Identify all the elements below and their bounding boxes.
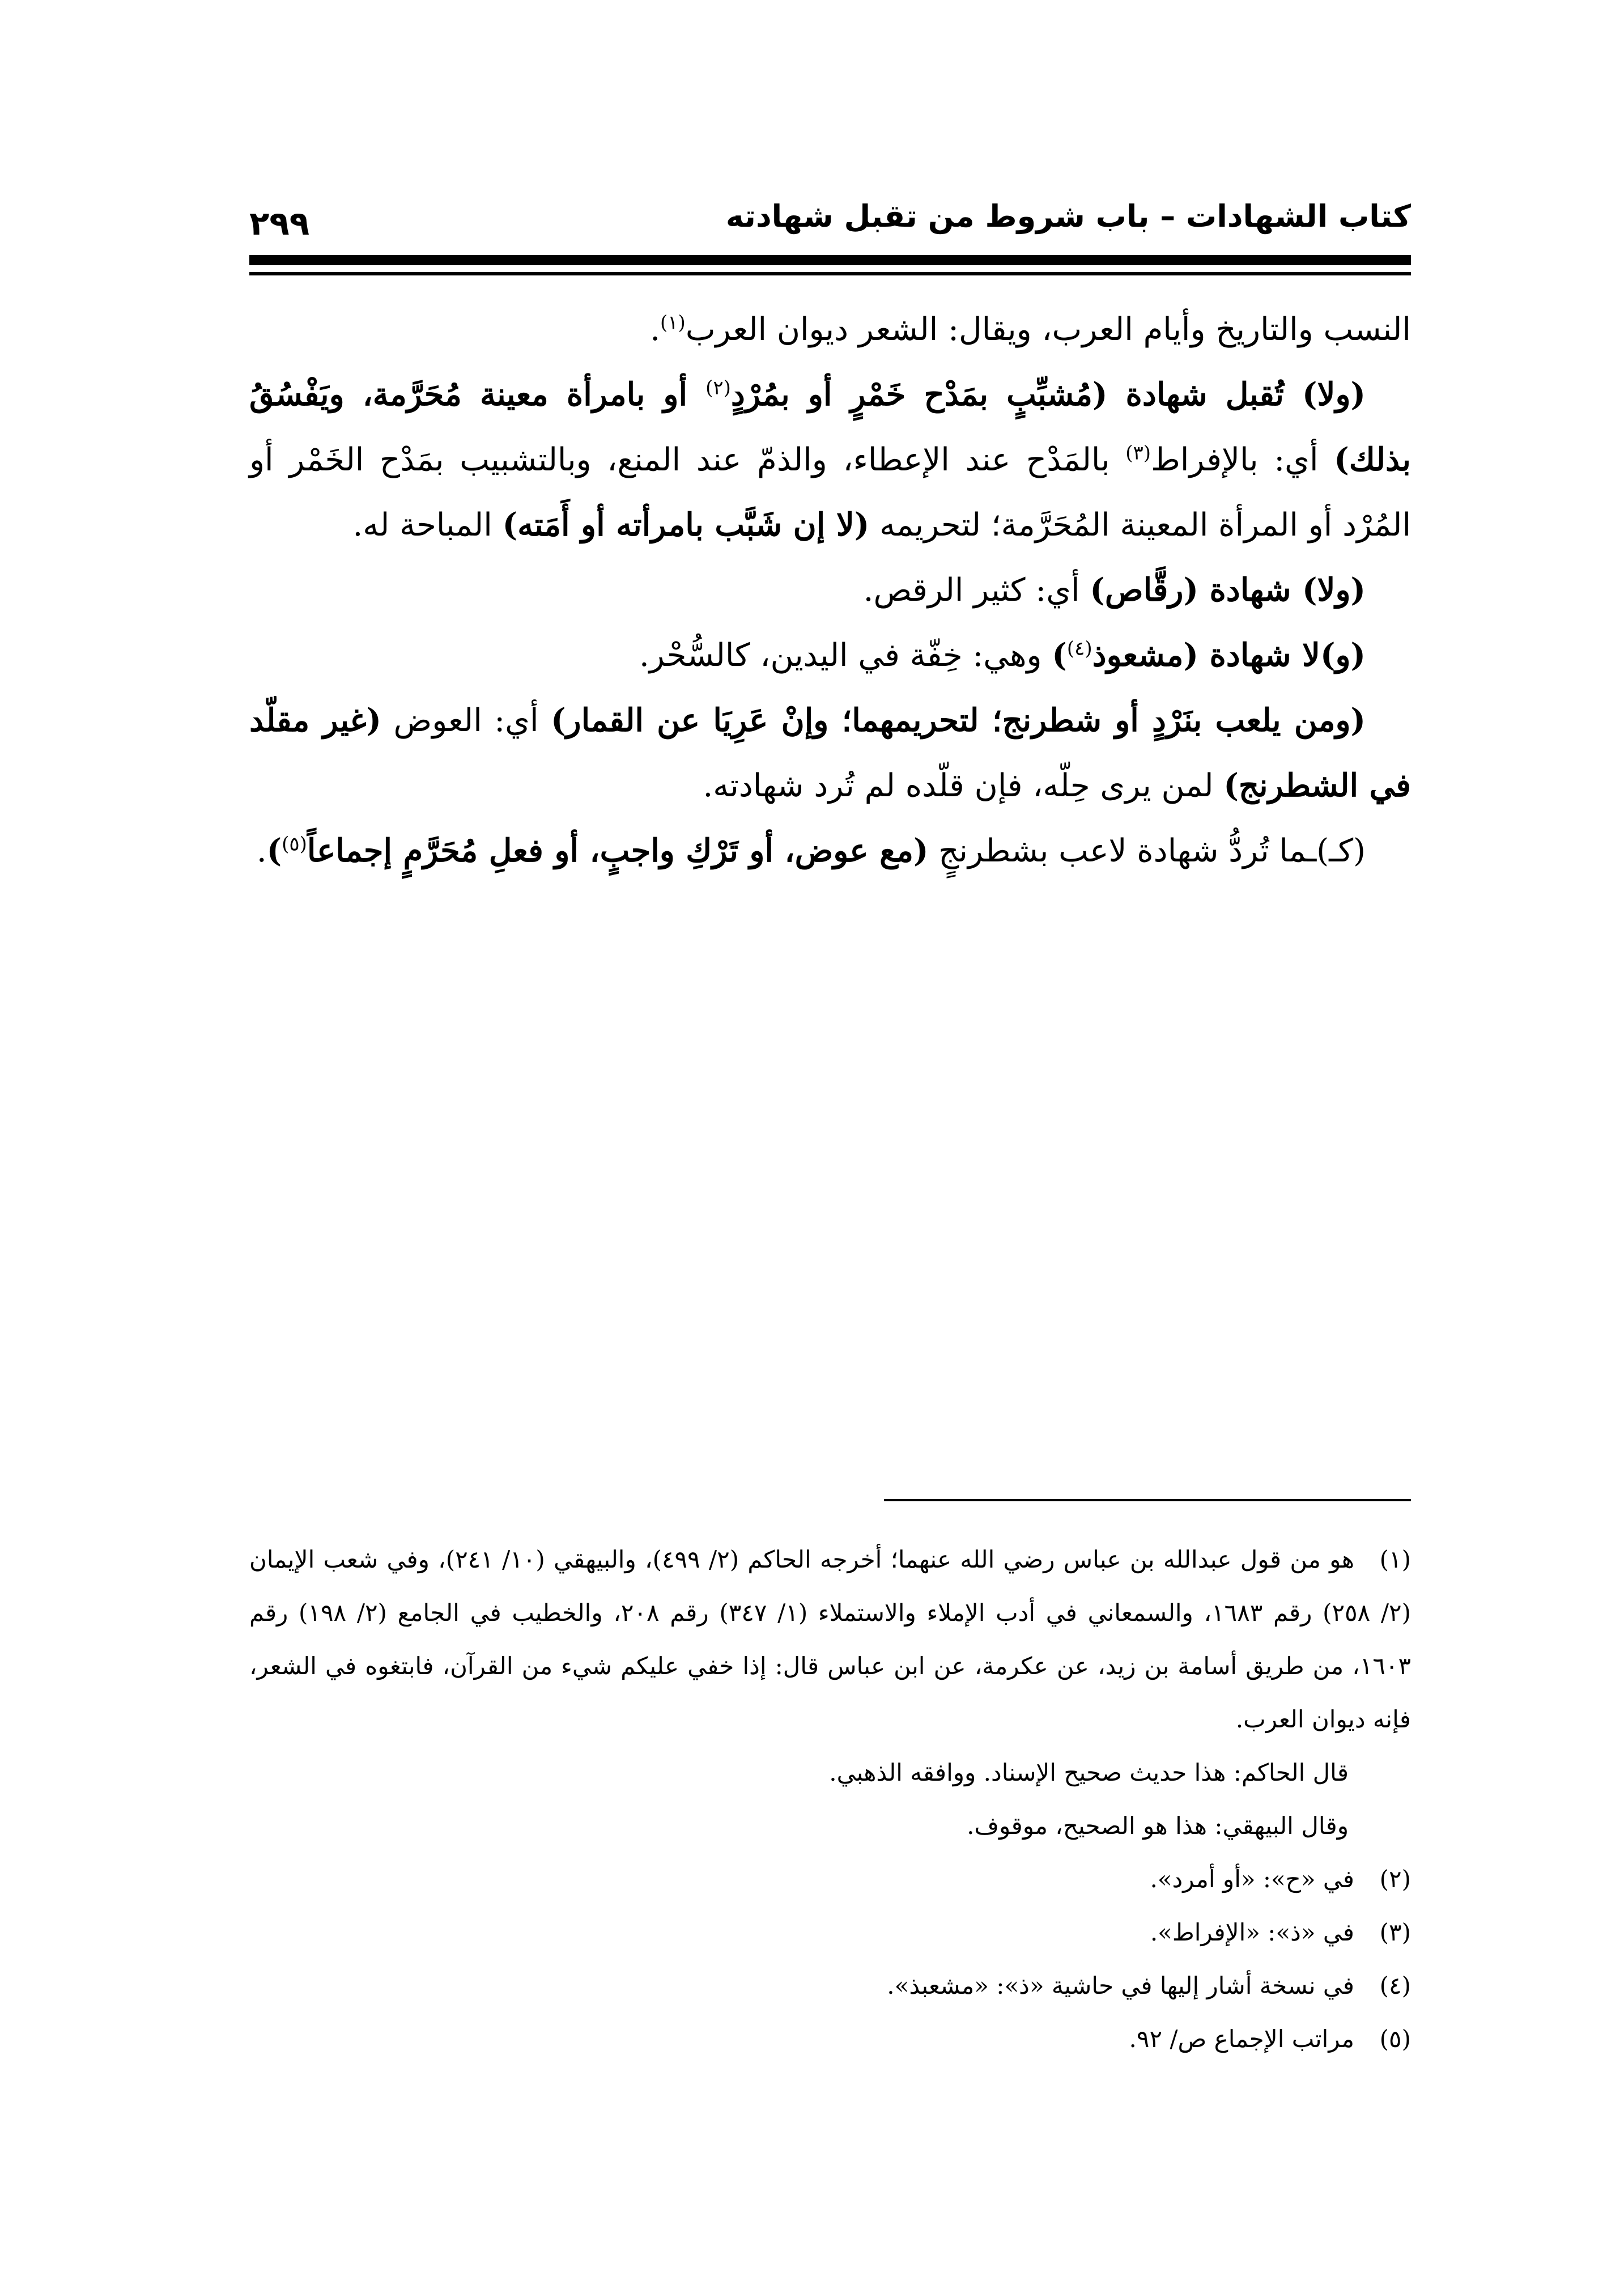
footnote-ref: (١) xyxy=(660,311,686,334)
footnote-number: (٥) xyxy=(1379,2025,1411,2053)
paragraph-musha-widh: (و)لا شهادة (مشعوذ$^{(٤)}$) وهي: خِفّة في اليدين، كالسُّحْر. xyxy=(639,636,1366,674)
footnote-ref: (٢) xyxy=(705,376,731,400)
footnote-4: (٤)في نسخة أشار إليها في حاشية «ذ»: «مشعبذ». xyxy=(249,1959,1411,2012)
footnote-3: (٣)في «ذ»: «الإفراط». xyxy=(249,1906,1411,1959)
page-number: ٢٩٩ xyxy=(249,204,310,243)
footnote-ref: (٤) xyxy=(1066,637,1092,660)
header-rule-thick xyxy=(249,255,1411,265)
footnote-2: (٢)في «ح»: «أو أمرد». xyxy=(249,1853,1411,1906)
footnote-5: (٥)مراتب الإجماع ص/ ٩٢. xyxy=(249,2012,1411,2066)
paragraph-nard-shatranj: (ومن يلعب بنَرْدٍ أو شطرنج؛ لتحريمهما؛ وإنْ عَرِيَا عن القمار) أي: العوض (غير مقلّد في الشطرنج) لمن يرى حِلّه، فإن قلّده لم تُرد شهادته. xyxy=(249,702,1411,804)
footnote-1: (١)هو من قول عبدالله بن عباس رضي الله عنهما؛ أخرجه الحاكم (٢/ ٤٩٩)، والبيهقي (١٠/ ٢٤١)، وفي شعب الإيمان (٢/ ٢٥٨) رقم ١٦٨٣، والسمعاني في أدب الإملاء والاستملاء (١/ ٣٤٧) رقم ٢٠٨، والخطيب في الجامع (٢/ ١٩٨) رقم ١٦٠٣، من طريق أسامة بن زيد، عن عكرمة، عن ابن عباس قال: إذا خفي عليكم شيء من القرآن، فابتغوه في الشعر، فإنه ديوان العرب. xyxy=(249,1533,1411,1746)
book-page xyxy=(249,170,1411,2210)
paragraph-raqqas: (ولا) شهادة (رقَّاص) أي: كثير الرقص. xyxy=(863,571,1366,609)
footnote-ref: (٣) xyxy=(1125,441,1151,465)
main-text xyxy=(249,298,1411,884)
footnote-1-hakim: قال الحاكم: هذا حديث صحيح الإسناد. ووافقه الذهبي. xyxy=(829,1759,1349,1786)
footnote-number: (٤) xyxy=(1379,1972,1411,1999)
header-rule-thin xyxy=(249,272,1411,275)
paragraph-mushabbib: (ولا) تُقبل شهادة (مُشبِّبٍ بمَدْح خَمْرٍ أو بمُرْدٍ$^{(٢)}$ أو بامرأة معينة مُحَرَّمة، ويَفْسُقُ بذلك) أي: بالإفراط$^{(٣)}$ بالمَدْح عند الإعطاء، والذمّ عند المنع، وبالتشبيب بمَدْح الخَمْر أو المُرْد أو المرأة المعينة المُحَرَّمة؛ لتحريمه (لا إن شَبَّب بامرأته أو أَمَته) المباحة له. xyxy=(249,376,1411,543)
footnote-number: (٢) xyxy=(1379,1865,1411,1893)
footnote-number: (٣) xyxy=(1379,1918,1411,1946)
page-header xyxy=(249,187,1411,249)
paragraph-shatranj-iwad: (كـ)ـما تُردُّ شهادة لاعب بشطرنجٍ (مع عوض، أو تَرْكِ واجبٍ، أو فعلِ مُحَرَّمٍ إجماعاً$^{(٥)}$). xyxy=(256,832,1366,869)
footnote-number: (١) xyxy=(1379,1545,1411,1573)
footnote-separator xyxy=(884,1499,1411,1501)
footnotes xyxy=(249,1533,1411,2066)
paragraph-continuation: النسب والتاريخ وأيام العرب، ويقال: الشعر ديوان العرب$^{(١)}$. xyxy=(650,311,1411,348)
running-title: كتاب الشهادات – باب شروط من تقبل شهادته xyxy=(725,198,1411,234)
footnote-1-bayhaqi: وقال البيهقي: هذا هو الصحيح، موقوف. xyxy=(967,1812,1349,1840)
footnote-ref: (٥) xyxy=(282,833,307,856)
